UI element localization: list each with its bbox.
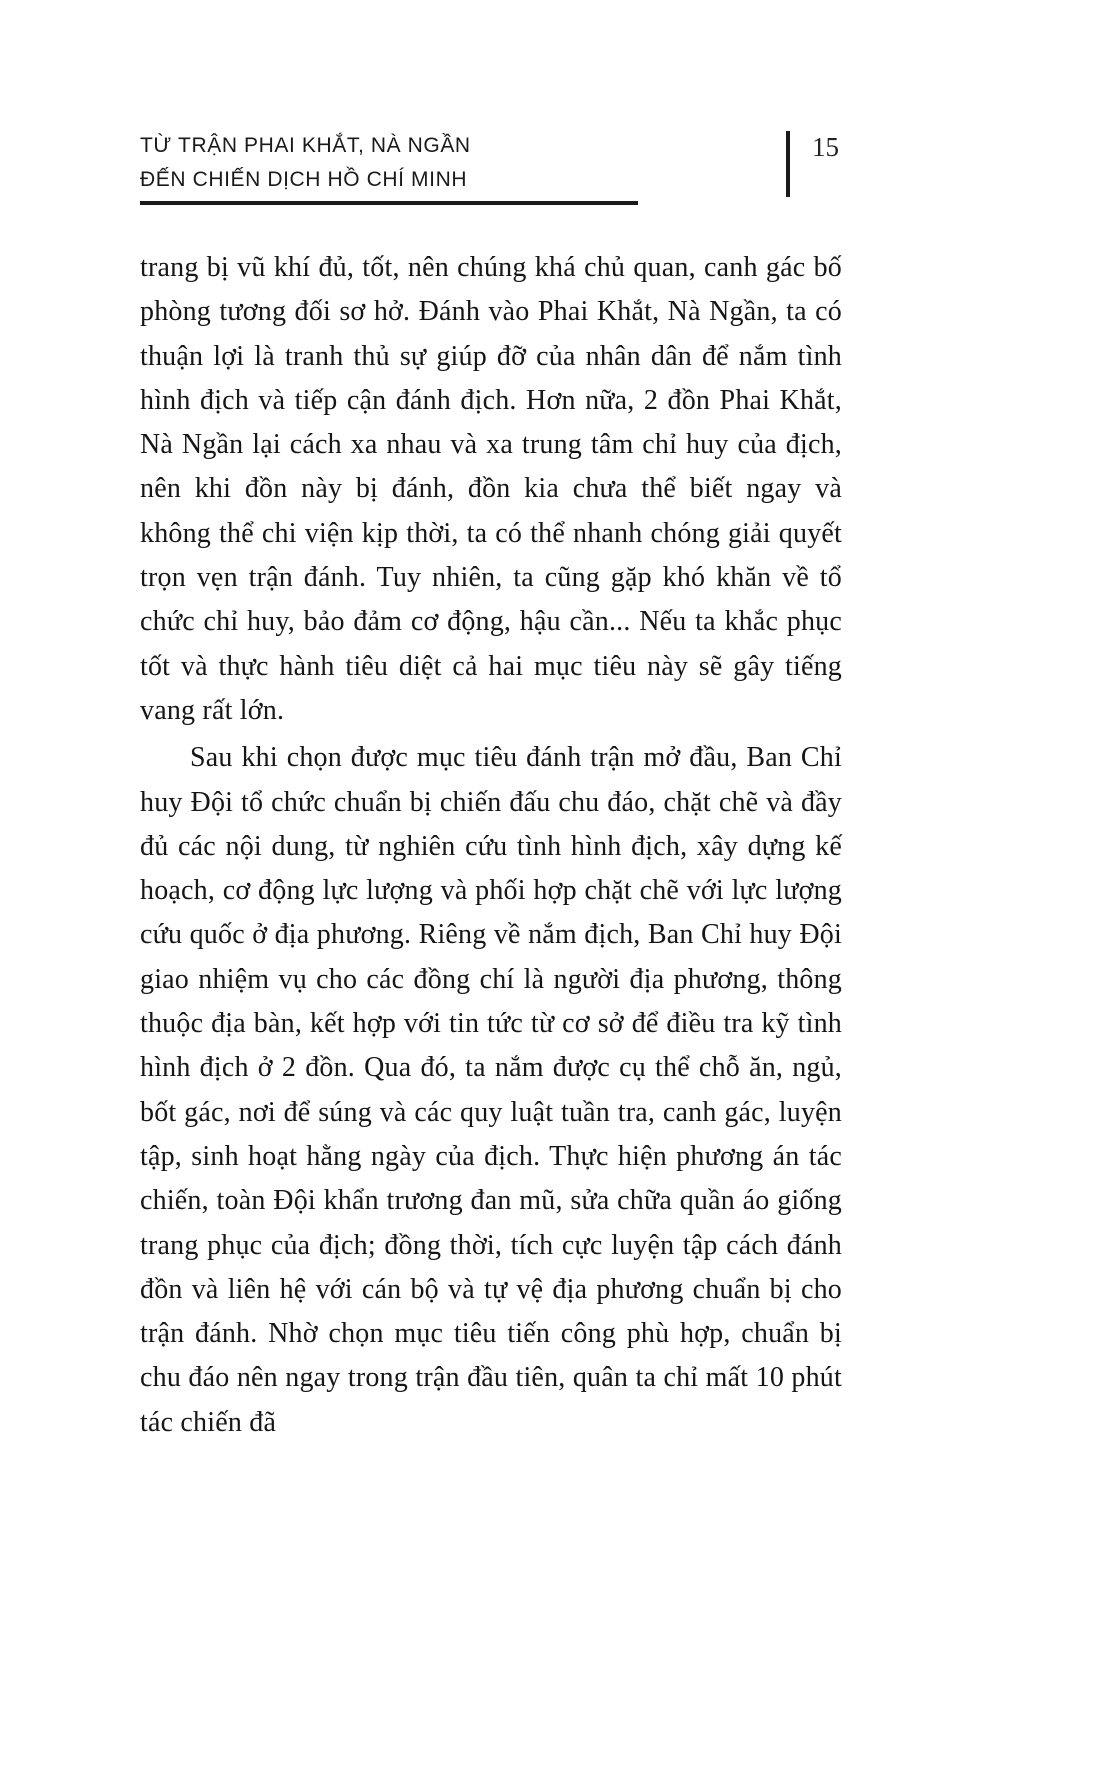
- folio-divider: [786, 131, 790, 197]
- header-rule: [140, 201, 638, 205]
- paragraph: trang bị vũ khí đủ, tốt, nên chúng khá chủ quan, canh gác bố phòng tương đối sơ hở. Đánh vào Phai Khắt, Nà Ngần, ta có thuận lợi là tranh thủ sự giúp đỡ của nhân dân để nắm tình hình địch và tiếp cận đánh địch. Hơn nữa, 2 đồn Phai Khắt, Nà Ngần lại cách xa nhau và xa trung tâm chỉ huy của địch, nên khi đồn này bị đánh, đồn kia chưa thể biết ngay và không thể chi viện kịp thời, ta có thể nhanh chóng giải quyết trọn vẹn trận đánh. Tuy nhiên, ta cũng gặp khó khăn về tổ chức chỉ huy, bảo đảm cơ động, hậu cần... Nếu ta khắc phục tốt và thực hành tiêu diệt cả hai mục tiêu này sẽ gây tiếng vang rất lớn.: [140, 252, 842, 726]
- paragraph: Sau khi chọn được mục tiêu đánh trận mở đầu, Ban Chỉ huy Đội tổ chức chuẩn bị chiến đấu chu đáo, chặt chẽ và đầy đủ các nội dung, từ nghiên cứu tình hình địch, xây dựng kế hoạch, cơ động lực lượng và phối hợp chặt chẽ với lực lượng cứu quốc ở địa phương. Riêng về nắm địch, Ban Chỉ huy Đội giao nhiệm vụ cho các đồng chí là người địa phương, thông thuộc địa bàn, kết hợp với tin tức từ cơ sở để điều tra kỹ tình hình địch ở 2 đồn. Qua đó, ta nắm được cụ thể chỗ ăn, ngủ, bốt gác, nơi để súng và các quy luật tuần tra, canh gác, luyện tập, sinh hoạt hằng ngày của địch. Thực hiện phương án tác chiến, toàn Đội khẩn trương đan mũ, sửa chữa quần áo giống trang phục của địch; đồng thời, tích cực luyện tập cách đánh đồn và liên hệ với cán bộ và tự vệ địa phương chuẩn bị cho trận đánh. Nhờ chọn mục tiêu tiến công phù hợp, chuẩn bị chu đáo nên ngay trong trận đầu tiên, quân ta chỉ mất 10 phút tác chiến đã: [140, 742, 842, 1438]
- page-body: [140, 246, 842, 1445]
- running-title-line-2: ĐẾN CHIẾN DỊCH HỒ CHÍ MINH: [140, 168, 468, 191]
- running-title: [140, 129, 700, 197]
- page-number: 15: [812, 132, 839, 162]
- running-title-line-1: TỪ TRẬN PHAI KHẮT, NÀ NGẦN: [140, 134, 471, 157]
